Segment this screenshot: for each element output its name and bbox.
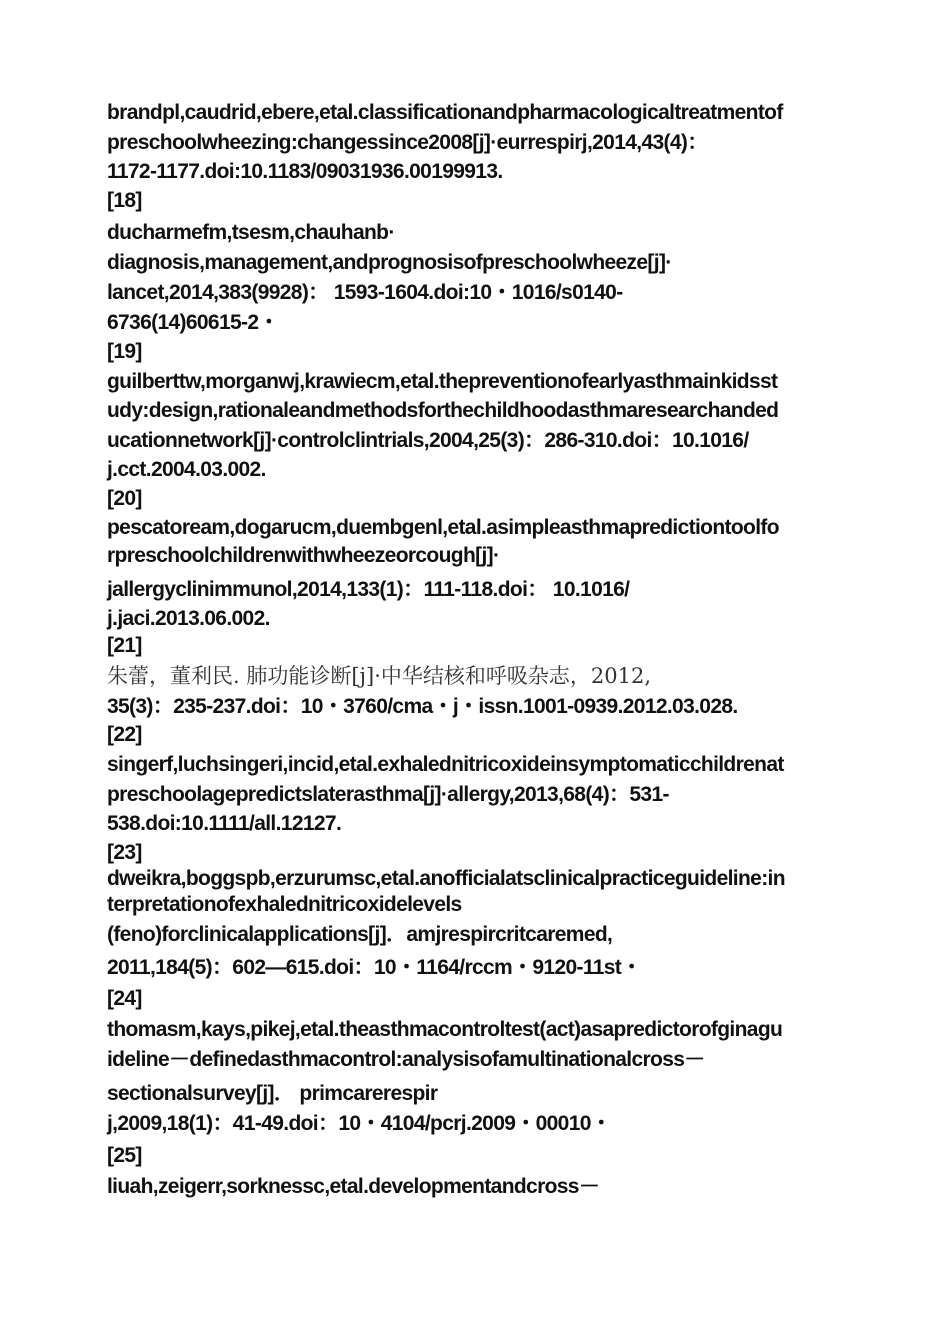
reference-line-28: terpretationofexhalednitricoxidelevels	[107, 893, 462, 916]
reference-number-19: [19]	[107, 340, 142, 363]
reference-line-35: j,2009,18(1)：41-49.doi：10・4104/pcrj.2009・00010・	[107, 1112, 612, 1135]
reference-line-23: singerf,luchsingeri,incid,etal.exhalednitricoxideinsymptomaticchildrenat	[107, 753, 784, 776]
reference-number-23: [23]	[107, 841, 142, 864]
reference-line-11: udy:design,rationaleandmethodsforthechildhoodasthmaresearchanded	[107, 399, 779, 422]
reference-line-29: (feno)forclinicalapplications[j]．amjrespircritcaremed,	[107, 923, 613, 946]
reference-line-12: ucationnetwork[j]·controlclintrials,2004,25(3)：286-310.doi：10.1016/	[107, 429, 749, 452]
reference-line-13: j.cct.2004.03.002.	[107, 458, 266, 481]
reference-line-2: preschoolwheezing:changessince2008[j]·eurrespirj,2014,43(4)：	[107, 131, 708, 154]
reference-line-8: 6736(14)60615-2・	[107, 311, 279, 334]
reference-line-25: 538.doi:10.1111/all.12127.	[107, 812, 342, 835]
reference-line-chinese: 朱蕾，董利民. 肺功能诊断[j]·中华结核和呼吸杂志，2012,	[107, 664, 652, 688]
reference-line-17: jallergyclinimmunol,2014,133(1)：111-118.doi： 10.1016/	[107, 578, 630, 601]
reference-number-22: [22]	[107, 723, 142, 746]
reference-line-37: liuah,zeigerr,sorknessc,etal.developmentandcross－	[107, 1175, 600, 1198]
reference-line-6: diagnosis,management,andprognosisofpreschoolwheeze[j]·	[107, 251, 672, 274]
reference-line-24: preschoolagepredictslaterasthma[j]·allergy,2013,68(4)：531-	[107, 783, 669, 806]
reference-line-21: 35(3)：235-237.doi：10・3760/cma・j・issn.1001-0939.2012.03.028.	[107, 695, 738, 718]
reference-line-33: ideline－definedasthmacontrol:analysisofamultinationalcross－	[107, 1048, 705, 1071]
reference-line-1: brandpl,caudrid,ebere,etal.classificationandpharmacologicaltreatmentof	[107, 101, 783, 124]
reference-number-21: [21]	[107, 634, 142, 657]
reference-line-27: dweikra,boggspb,erzurumsc,etal.anofficialatsclinicalpracticeguideline:in	[107, 867, 785, 890]
reference-line-34: sectionalsurvey[j]． primcarerespir	[107, 1082, 438, 1105]
reference-number-18: [18]	[107, 189, 142, 212]
reference-line-30: 2011,184(5)：602—615.doi：10・1164/rccm・9120-11st・	[107, 956, 642, 979]
reference-line-18: j.jaci.2013.06.002.	[107, 607, 270, 630]
reference-line-7: lancet,2014,383(9928)： 1593-1604.doi:10・1016/s0140-	[107, 281, 623, 304]
reference-line-15: pescatoream,dogarucm,duembgenl,etal.asimpleasthmapredictiontoolfo	[107, 516, 779, 539]
reference-number-24: [24]	[107, 987, 142, 1010]
reference-line-32: thomasm,kays,pikej,etal.theasthmacontroltest(act)asapredictorofginagu	[107, 1018, 783, 1041]
reference-line-3: 1172-1177.doi:10.1183/09031936.00199913.	[107, 160, 503, 183]
reference-line-16: rpreschoolchildrenwithwheezeorcough[j]·	[107, 544, 500, 567]
reference-line-10: guilberttw,morganwj,krawiecm,etal.thepreventionofearlyasthmainkidsst	[107, 370, 778, 393]
reference-number-20: [20]	[107, 487, 142, 510]
reference-number-25: [25]	[107, 1144, 142, 1167]
reference-line-5: ducharmefm,tsesm,chauhanb·	[107, 221, 395, 244]
